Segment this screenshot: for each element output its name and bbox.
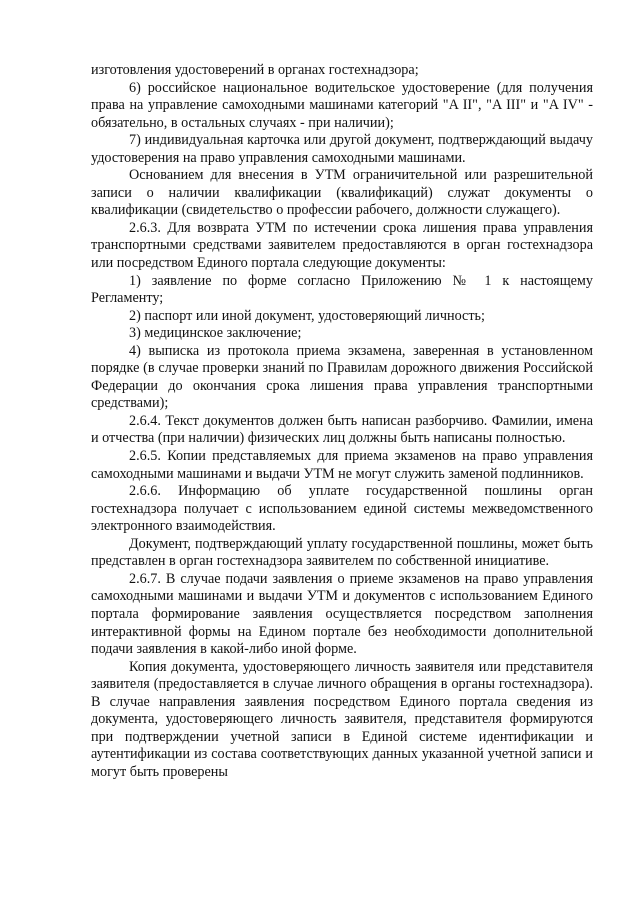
paragraph-3: 7) индивидуальная карточка или другой документ, подтверждающий выдачу удостоверения на право управления самоходными машинами. bbox=[91, 132, 593, 166]
paragraph-4: Основанием для внесения в УТМ ограничительной или разрешительной записи о наличии квалификации (квалификаций) служат документы о квалификации (свидетельство о профессии рабочего, должности служащего). bbox=[91, 167, 593, 219]
paragraph-15: Копия документа, удостоверяющего личность заявителя или представителя заявителя (предоставляется в случае личного обращения в органы гостехнадзора). В случае направления заявления посредством Единого портала сведения из документа, удостоверяющего личность заявителя, представителя формируются при подтверждении учетной записи в Единой системе идентификации и аутентификации из состава соответствующих данных указанной учетной записи и могут быть проверены bbox=[91, 658, 593, 780]
paragraph-1: изготовления удостоверений в органах гостехнадзора; bbox=[91, 62, 419, 78]
paragraph-10: 2.6.4. Текст документов должен быть написан разборчиво. Фамилии, имена и отчества (при наличии) физических лиц должны быть написаны полностью. bbox=[91, 412, 593, 447]
paragraph-12: 2.6.6. Информацию об уплате государственной пошлины орган гостехнадзора получает с использованием единой системы межведомственного электронного взаимодействия. bbox=[91, 483, 593, 535]
paragraph-6: 1) заявление по форме согласно Приложению № 1 к настоящему Регламенту; bbox=[91, 272, 593, 307]
paragraph-7: 2) паспорт или иной документ, удостоверяющий личность; bbox=[129, 307, 485, 324]
paragraph-8: 3) медицинское заключение; bbox=[129, 325, 302, 342]
document-page bbox=[91, 62, 593, 781]
paragraph-14: 2.6.7. В случае подачи заявления о приеме экзаменов на право управления самоходными машинами и выдачи УТМ и документов с использованием Единого портала формирование заявления осуществляется посредством заполнения интерактивной формы на Едином портале без необходимости дополнительной подачи заявления в какой-либо иной форме. bbox=[91, 570, 593, 658]
paragraph-5: 2.6.3. Для возврата УТМ по истечении срока лишения права управления транспортными средствами заявителем предоставляются в орган гостехнадзора или посредством Единого портала следующие документы: bbox=[91, 219, 593, 272]
paragraph-13: Документ, подтверждающий уплату государственной пошлины, может быть представлен в орган гостехнадзора заявителем по собственной инициативе. bbox=[91, 535, 593, 570]
paragraph-2: 6) российское национальное водительское удостоверение (для получения права на управление самоходными машинами категорий "A II", "A III" и "A IV" - обязательно, в остальных случаях - при наличии); bbox=[91, 79, 593, 131]
paragraph-11: 2.6.5. Копии представляемых для приема экзаменов на право управления самоходными машинами и выдачи УТМ не могут служить заменой подлинников. bbox=[91, 448, 593, 482]
paragraph-9: 4) выписка из протокола приема экзамена, заверенная в установленном порядке (в случае проверки знаний по Правилам дорожного движения Российской Федерации до окончания срока лишения права управления транспортными средствами); bbox=[91, 342, 593, 412]
